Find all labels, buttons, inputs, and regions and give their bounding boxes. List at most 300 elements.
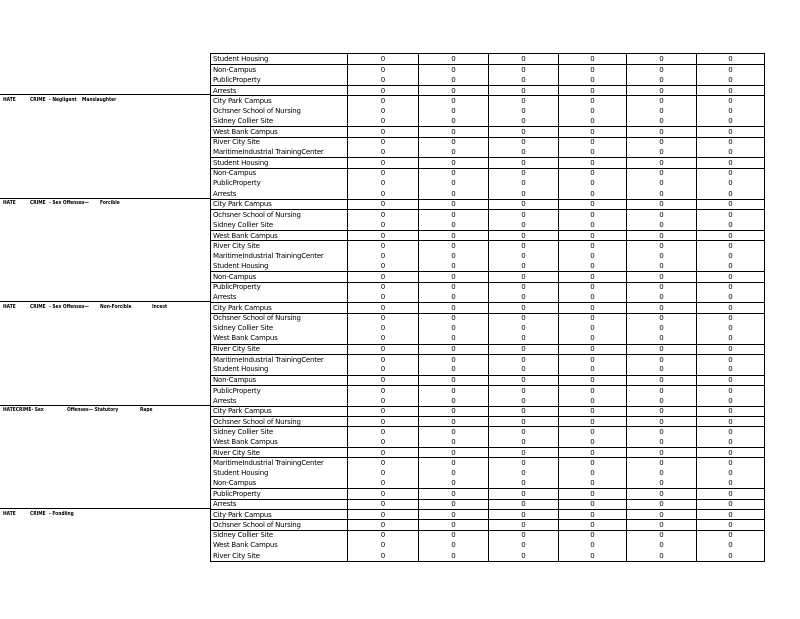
- value-cell: 0: [559, 458, 627, 467]
- value-cell: 0: [559, 272, 627, 281]
- location-cell: Sidney Collier Site: [211, 220, 348, 230]
- value-cell: 0: [559, 468, 627, 478]
- value-cell: 0: [348, 478, 419, 488]
- value-cell: 0: [627, 540, 697, 550]
- value-cell: 0: [348, 468, 419, 478]
- value-cell: 0: [419, 345, 489, 354]
- table-row: [211, 271, 764, 281]
- value-cell: 0: [489, 65, 559, 74]
- group-separator-rule: [0, 198, 210, 199]
- group-separator-rule: [0, 94, 210, 95]
- table-row: [211, 447, 764, 457]
- value-cell: 0: [559, 127, 627, 136]
- location-cell: Non-Campus: [211, 272, 348, 281]
- value-cell: 0: [489, 531, 559, 540]
- value-cell: 0: [728, 179, 733, 188]
- value-cell: 0: [348, 292, 419, 302]
- value-cell: 0: [489, 220, 559, 230]
- value-cell: 0: [419, 116, 489, 126]
- value-cell: 0: [559, 210, 627, 219]
- value-cell: 0: [348, 407, 419, 416]
- value-cell: 0: [728, 324, 733, 333]
- value-cell: 0: [627, 531, 697, 540]
- value-cell: 0: [728, 128, 733, 137]
- value-cell: 0: [627, 261, 697, 271]
- value-cell: 0: [559, 386, 627, 395]
- table-row: [211, 292, 764, 302]
- value-cell: 0: [728, 189, 733, 198]
- value-cell: 0: [419, 314, 489, 323]
- value-cell: 0: [348, 106, 419, 116]
- value-cell: 0: [728, 241, 733, 250]
- value-cell: 0: [419, 417, 489, 426]
- value-cell: 0: [419, 386, 489, 395]
- table-row: [211, 116, 764, 126]
- value-cell: 0: [627, 395, 697, 405]
- location-cell: Ochsner School of Nursing: [211, 314, 348, 323]
- value-cell: 0: [348, 261, 419, 271]
- value-cell: 0: [728, 510, 733, 519]
- value-cell: 0: [489, 395, 559, 405]
- value-cell: 0: [489, 138, 559, 147]
- table-row: [211, 551, 764, 561]
- value-cell: 0: [489, 468, 559, 478]
- table-row: [211, 251, 764, 261]
- value-cell: 0: [489, 458, 559, 467]
- value-cell: 0: [559, 106, 627, 116]
- value-cell: 0: [559, 500, 627, 509]
- value-cell: 0: [348, 376, 419, 385]
- value-cell: 0: [559, 333, 627, 343]
- value-cell: 0: [728, 106, 733, 115]
- value-cell: 0: [728, 210, 733, 219]
- crime-label-segment: Incest: [152, 303, 168, 310]
- value-cell: 0: [627, 468, 697, 478]
- value-cell: 0: [348, 333, 419, 343]
- value-cell: 0: [559, 345, 627, 354]
- crime-label-segment: - Sex Offenses—: [49, 303, 89, 310]
- value-cell: 0: [348, 364, 419, 374]
- location-cell: Sidney Collier Site: [211, 116, 348, 126]
- value-cell: 0: [627, 231, 697, 240]
- table-row: [211, 426, 764, 436]
- table-row: [211, 64, 764, 74]
- value-cell: 0: [559, 427, 627, 436]
- value-cell: 0: [627, 489, 697, 498]
- table-row: [211, 509, 764, 519]
- value-cell: 0: [489, 86, 559, 95]
- value-cell: 0: [728, 231, 733, 240]
- table-row: [211, 95, 764, 105]
- value-cell: 0: [559, 241, 627, 250]
- value-cell: 0: [348, 345, 419, 354]
- value-cell: 0: [419, 96, 489, 105]
- value-cell: 0: [627, 417, 697, 426]
- location-cell: Student Housing: [211, 261, 348, 271]
- table-row: [211, 137, 764, 147]
- location-cell: Arrests: [211, 500, 348, 509]
- table-row: [211, 188, 764, 198]
- value-cell: 0: [559, 520, 627, 529]
- location-cell: MaritimeIndustrial TrainingCenter: [211, 458, 348, 467]
- location-cell: City Park Campus: [211, 303, 348, 312]
- value-cell: 0: [627, 65, 697, 74]
- value-cell: 0: [559, 86, 627, 95]
- value-cell: 0: [489, 231, 559, 240]
- table-row: [211, 437, 764, 447]
- value-cell: 0: [489, 251, 559, 261]
- value-cell: 0: [627, 251, 697, 261]
- crime-label-segment: Offenses— Statutory: [67, 407, 119, 414]
- table-row: [211, 220, 764, 230]
- value-cell: 0: [419, 86, 489, 95]
- location-cell: Sidney Collier Site: [211, 531, 348, 540]
- value-cell: 0: [627, 210, 697, 219]
- value-cell: 0: [419, 333, 489, 343]
- value-cell: 0: [627, 386, 697, 395]
- value-cell: 0: [489, 303, 559, 312]
- value-cell: 0: [559, 158, 627, 167]
- value-cell: 0: [627, 116, 697, 126]
- value-cell: 0: [728, 86, 733, 95]
- value-cell: 0: [627, 376, 697, 385]
- value-cell: 0: [348, 437, 419, 447]
- value-cell: 0: [348, 355, 419, 364]
- value-cell: 0: [489, 127, 559, 136]
- value-cell: 0: [419, 292, 489, 302]
- value-cell: 0: [419, 510, 489, 519]
- value-cell: 0: [728, 293, 733, 302]
- value-cell: 0: [627, 54, 697, 64]
- value-cell: 0: [348, 510, 419, 519]
- value-cell: 0: [489, 147, 559, 157]
- crime-label-segment: - Sex Offenses—: [49, 200, 89, 207]
- value-cell: 0: [627, 188, 697, 198]
- value-cell: 0: [627, 106, 697, 116]
- value-cell: 0: [348, 314, 419, 323]
- crime-label-segment: - Negligent: [49, 96, 77, 103]
- value-cell: 0: [348, 531, 419, 540]
- value-cell: 0: [627, 138, 697, 147]
- value-cell: 0: [627, 345, 697, 354]
- value-cell: 0: [419, 75, 489, 85]
- value-cell: 0: [627, 458, 697, 467]
- value-cell: 0: [489, 272, 559, 281]
- location-cell: West Bank Campus: [211, 540, 348, 550]
- value-cell: 0: [419, 303, 489, 312]
- crime-label-segment: - Fondling: [49, 510, 74, 517]
- location-cell: River City Site: [211, 551, 348, 561]
- value-cell: 0: [489, 540, 559, 550]
- location-cell: PublicProperty: [211, 178, 348, 188]
- value-cell: 0: [559, 395, 627, 405]
- location-cell: Non-Campus: [211, 478, 348, 488]
- table-row: [211, 106, 764, 116]
- value-cell: 0: [728, 66, 733, 75]
- value-cell: 0: [348, 65, 419, 74]
- table-row: [211, 209, 764, 219]
- table-row: [211, 375, 764, 385]
- value-cell: 0: [348, 116, 419, 126]
- crime-label-segment: HATE: [3, 510, 16, 517]
- value-cell: 0: [627, 478, 697, 488]
- location-cell: MaritimeIndustrial TrainingCenter: [211, 355, 348, 364]
- value-cell: 0: [419, 520, 489, 529]
- value-cell: 0: [348, 386, 419, 395]
- value-cell: 0: [348, 188, 419, 198]
- group-separator-rule: [0, 508, 210, 509]
- value-cell: 0: [728, 448, 733, 457]
- value-cell: 0: [627, 75, 697, 85]
- value-cell: 0: [559, 261, 627, 271]
- value-cell: 0: [728, 541, 733, 550]
- location-cell: PublicProperty: [211, 283, 348, 292]
- value-cell: 0: [348, 169, 419, 178]
- value-cell: 0: [728, 117, 733, 126]
- location-cell: PublicProperty: [211, 489, 348, 498]
- value-cell: 0: [489, 478, 559, 488]
- value-cell: 0: [348, 551, 419, 561]
- value-cell: 0: [348, 75, 419, 85]
- value-cell: 0: [559, 448, 627, 457]
- value-cell: 0: [559, 540, 627, 550]
- value-cell: 0: [627, 364, 697, 374]
- value-cell: 0: [627, 96, 697, 105]
- location-cell: MaritimeIndustrial TrainingCenter: [211, 251, 348, 261]
- crime-stats-table: [210, 53, 765, 562]
- value-cell: 0: [489, 261, 559, 271]
- value-cell: 0: [489, 200, 559, 209]
- value-cell: 0: [419, 468, 489, 478]
- location-cell: West Bank Campus: [211, 437, 348, 447]
- value-cell: 0: [348, 395, 419, 405]
- crime-category-label: [0, 200, 210, 208]
- location-cell: Student Housing: [211, 364, 348, 374]
- location-cell: Arrests: [211, 292, 348, 302]
- crime-label-segment: Manslaughter: [82, 96, 117, 103]
- value-cell: 0: [489, 407, 559, 416]
- value-cell: 0: [627, 333, 697, 343]
- value-cell: 0: [728, 521, 733, 530]
- location-cell: Non-Campus: [211, 376, 348, 385]
- table-row: [211, 478, 764, 488]
- value-cell: 0: [627, 147, 697, 157]
- value-cell: 0: [627, 200, 697, 209]
- value-cell: 0: [348, 540, 419, 550]
- crime-label-segment: CRIME: [30, 96, 46, 103]
- table-row: [211, 344, 764, 354]
- value-cell: 0: [728, 428, 733, 437]
- value-cell: 0: [348, 448, 419, 457]
- value-cell: 0: [489, 355, 559, 364]
- crime-label-segment: HATE: [3, 96, 16, 103]
- value-cell: 0: [627, 303, 697, 312]
- value-cell: 0: [559, 283, 627, 292]
- value-cell: 0: [489, 417, 559, 426]
- value-cell: 0: [559, 478, 627, 488]
- value-cell: 0: [627, 427, 697, 436]
- value-cell: 0: [419, 251, 489, 261]
- crime-label-segment: CRIME: [30, 303, 46, 310]
- location-cell: Ochsner School of Nursing: [211, 417, 348, 426]
- crime-label-segment: Non-Forcible: [100, 303, 132, 310]
- value-cell: 0: [559, 437, 627, 447]
- location-cell: Ochsner School of Nursing: [211, 210, 348, 219]
- location-cell: Student Housing: [211, 468, 348, 478]
- value-cell: 0: [348, 520, 419, 529]
- value-cell: 0: [489, 333, 559, 343]
- table-row: [211, 230, 764, 240]
- value-cell: 0: [627, 241, 697, 250]
- value-cell: 0: [728, 376, 733, 385]
- value-cell: 0: [419, 500, 489, 509]
- value-cell: 0: [419, 448, 489, 457]
- location-cell: Student Housing: [211, 158, 348, 167]
- value-cell: 0: [559, 147, 627, 157]
- table-row: [211, 385, 764, 395]
- value-cell: 0: [489, 489, 559, 498]
- value-cell: 0: [348, 127, 419, 136]
- value-cell: 0: [489, 364, 559, 374]
- table-row: [211, 416, 764, 426]
- value-cell: 0: [348, 500, 419, 509]
- table-row: [211, 540, 764, 550]
- location-cell: River City Site: [211, 241, 348, 250]
- value-cell: 0: [627, 551, 697, 561]
- value-cell: 0: [559, 510, 627, 519]
- value-cell: 0: [419, 231, 489, 240]
- value-cell: 0: [419, 458, 489, 467]
- table-row: [211, 54, 764, 64]
- value-cell: 0: [559, 220, 627, 230]
- value-cell: 0: [559, 188, 627, 198]
- value-cell: 0: [348, 178, 419, 188]
- value-cell: 0: [419, 261, 489, 271]
- crime-category-label: [0, 511, 210, 519]
- value-cell: 0: [728, 396, 733, 405]
- value-cell: 0: [348, 200, 419, 209]
- table-row: [211, 519, 764, 529]
- location-cell: City Park Campus: [211, 96, 348, 105]
- value-cell: 0: [348, 241, 419, 250]
- value-cell: 0: [489, 314, 559, 323]
- table-row: [211, 499, 764, 509]
- value-cell: 0: [559, 407, 627, 416]
- value-cell: 0: [419, 188, 489, 198]
- location-cell: Ochsner School of Nursing: [211, 520, 348, 529]
- table-row: [211, 302, 764, 312]
- value-cell: 0: [419, 272, 489, 281]
- value-cell: 0: [559, 75, 627, 85]
- value-cell: 0: [489, 500, 559, 509]
- value-cell: 0: [419, 395, 489, 405]
- value-cell: 0: [559, 138, 627, 147]
- value-cell: 0: [559, 417, 627, 426]
- value-cell: 0: [728, 148, 733, 157]
- value-cell: 0: [419, 427, 489, 436]
- value-cell: 0: [419, 355, 489, 364]
- location-cell: City Park Campus: [211, 200, 348, 209]
- value-cell: 0: [419, 138, 489, 147]
- value-cell: 0: [559, 531, 627, 540]
- value-cell: 0: [627, 292, 697, 302]
- value-cell: 0: [489, 188, 559, 198]
- value-cell: 0: [627, 272, 697, 281]
- value-cell: 0: [419, 531, 489, 540]
- value-cell: 0: [728, 365, 733, 374]
- table-row: [211, 323, 764, 333]
- value-cell: 0: [728, 417, 733, 426]
- value-cell: 0: [489, 510, 559, 519]
- location-cell: West Bank Campus: [211, 333, 348, 343]
- crime-label-segment: CRIME: [30, 200, 46, 207]
- value-cell: 0: [627, 520, 697, 529]
- value-cell: 0: [489, 551, 559, 561]
- value-cell: 0: [559, 292, 627, 302]
- value-cell: 0: [419, 178, 489, 188]
- value-cell: 0: [348, 158, 419, 167]
- value-cell: 0: [419, 169, 489, 178]
- crime-label-segment: HATECRIME- Sex: [3, 407, 44, 414]
- location-cell: West Bank Campus: [211, 231, 348, 240]
- value-cell: 0: [559, 355, 627, 364]
- value-cell: 0: [627, 283, 697, 292]
- crime-label-segment: CRIME: [30, 510, 46, 517]
- value-cell: 0: [348, 489, 419, 498]
- value-cell: 0: [559, 303, 627, 312]
- value-cell: 0: [348, 323, 419, 333]
- value-cell: 0: [419, 54, 489, 64]
- value-cell: 0: [559, 54, 627, 64]
- value-cell: 0: [489, 292, 559, 302]
- value-cell: 0: [348, 283, 419, 292]
- location-cell: River City Site: [211, 448, 348, 457]
- value-cell: 0: [348, 54, 419, 64]
- value-cell: 0: [559, 489, 627, 498]
- value-cell: 0: [627, 158, 697, 167]
- value-cell: 0: [559, 178, 627, 188]
- value-cell: 0: [348, 96, 419, 105]
- table-row: [211, 364, 764, 374]
- value-cell: 0: [419, 364, 489, 374]
- table-row: [211, 157, 764, 167]
- location-cell: MaritimeIndustrial TrainingCenter: [211, 147, 348, 157]
- value-cell: 0: [348, 210, 419, 219]
- value-cell: 0: [559, 65, 627, 74]
- value-cell: 0: [348, 303, 419, 312]
- value-cell: 0: [627, 86, 697, 95]
- value-cell: 0: [728, 75, 733, 84]
- value-cell: 0: [489, 116, 559, 126]
- value-cell: 0: [489, 448, 559, 457]
- value-cell: 0: [728, 551, 733, 560]
- value-cell: 0: [419, 283, 489, 292]
- location-cell: Arrests: [211, 188, 348, 198]
- value-cell: 0: [728, 272, 733, 281]
- value-cell: 0: [627, 407, 697, 416]
- table-row: [211, 282, 764, 292]
- value-cell: 0: [728, 407, 733, 416]
- value-cell: 0: [559, 251, 627, 261]
- value-cell: 0: [728, 97, 733, 106]
- value-cell: 0: [559, 200, 627, 209]
- value-cell: 0: [728, 169, 733, 178]
- value-cell: 0: [419, 489, 489, 498]
- group-separator-rule: [0, 405, 210, 406]
- table-row: [211, 240, 764, 250]
- value-cell: 0: [419, 376, 489, 385]
- value-cell: 0: [489, 158, 559, 167]
